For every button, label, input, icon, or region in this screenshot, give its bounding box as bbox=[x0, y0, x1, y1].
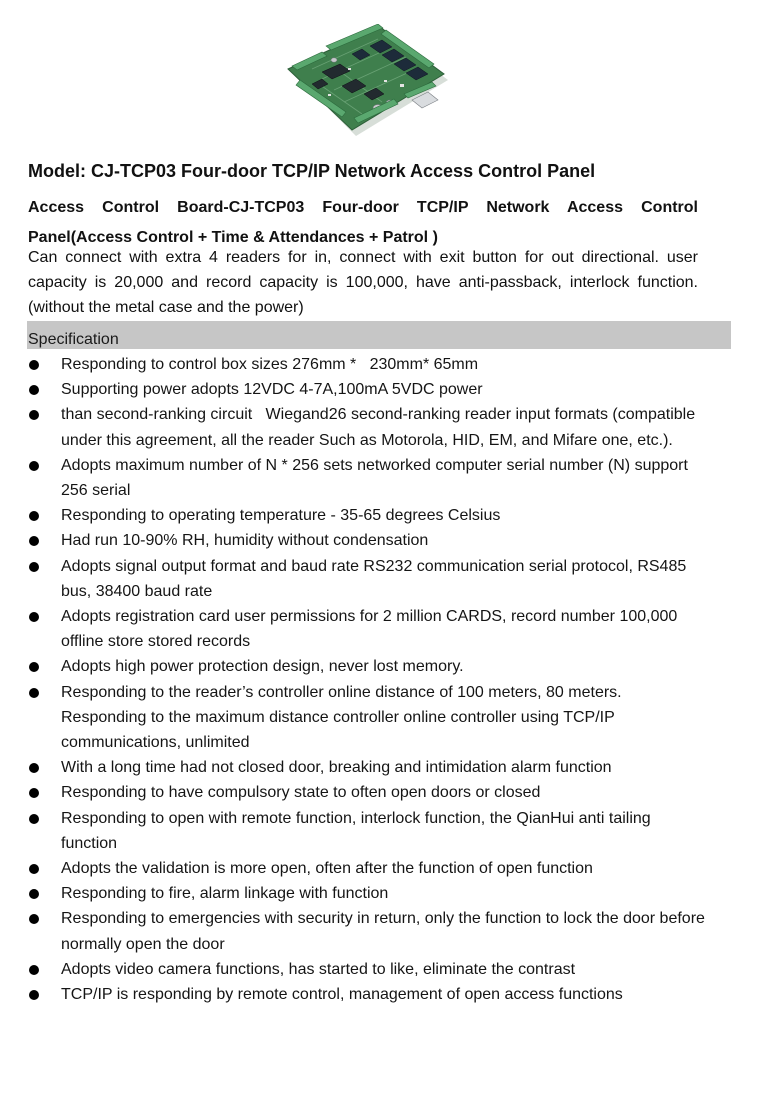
bullet-icon bbox=[29, 889, 39, 899]
spec-text: Adopts registration card user permissions for 2 million CARDS, record number 100,000 offline store stored records bbox=[61, 608, 678, 651]
spec-item bbox=[28, 957, 708, 982]
bullet-icon bbox=[29, 410, 39, 420]
specification-header-bar bbox=[27, 321, 731, 349]
spec-text: Responding to emergencies with security in return, only the function to lock the door before normally open the door bbox=[61, 910, 705, 953]
spec-text: Supporting power adopts 12VDC 4-7A,100mA 5VDC power bbox=[61, 381, 483, 399]
spec-item bbox=[28, 881, 708, 906]
spec-text: Responding to control box sizes 276mm * 230mm* 65mm bbox=[61, 356, 479, 373]
spec-text: Adopts signal output format and baud rate RS232 communication serial protocol, RS485 bus, 38400 baud rate bbox=[61, 557, 687, 600]
spec-text: Adopts maximum number of N * 256 sets networked computer serial number (N) support 256 serial bbox=[61, 456, 688, 500]
bullet-icon bbox=[29, 814, 39, 824]
bullet-icon bbox=[29, 385, 39, 395]
spec-text: With a long time had not closed door, breaking and intimidation alarm function bbox=[61, 759, 612, 777]
model-title: Model: CJ-TCP03 Four-door TCP/IP Network Access Control Panel bbox=[28, 161, 596, 181]
spec-item bbox=[28, 906, 708, 956]
bullet-icon bbox=[29, 965, 39, 975]
spec-item bbox=[28, 856, 708, 881]
spec-text: Adopts the validation is more open, often after the function of open function bbox=[61, 860, 593, 878]
spec-item bbox=[28, 680, 708, 756]
spec-item bbox=[28, 806, 708, 856]
spec-item bbox=[28, 554, 708, 604]
spec-text: Responding to have compulsory state to often open doors or closed bbox=[61, 784, 541, 802]
spec-text: Responding to open with remote function, interlock function, the QianHui anti tailing function bbox=[61, 809, 651, 852]
spec-text: Responding to operating temperature - 35-65 degrees Celsius bbox=[61, 507, 501, 525]
spec-text: Responding to fire, alarm linkage with function bbox=[61, 885, 389, 903]
spec-text: Adopts video camera functions, has started to like, eliminate the contrast bbox=[61, 960, 576, 978]
spec-item bbox=[28, 604, 708, 654]
spec-item bbox=[28, 352, 708, 377]
bullet-icon bbox=[29, 536, 39, 546]
spec-item bbox=[28, 755, 708, 780]
bullet-icon bbox=[29, 914, 39, 924]
spec-item bbox=[28, 982, 708, 1007]
spec-item bbox=[28, 780, 708, 805]
intro-paragraph: Can connect with extra 4 readers for in, connect with exit button for out directional. user capacity is 20,000 and record capacity is 100,000, have anti-passback, interlock function.(without the metal case and the power) bbox=[28, 249, 698, 316]
product-subtitle: Access Control Board-CJ-TCP03 Four-door TCP/IP Network Access Control Panel(Access Control + Time & Attendances + Patrol ) bbox=[28, 199, 698, 246]
spec-text: Responding to the reader’s controller online distance of 100 meters, 80 meters. Responding to the maximum distance controller online controller using TCP/IP communications, unlimited bbox=[61, 683, 622, 752]
spec-text: Adopts high power protection design, never lost memory. bbox=[61, 658, 464, 676]
circuit-board-image bbox=[282, 24, 454, 144]
spec-item bbox=[28, 402, 708, 452]
bullet-icon bbox=[29, 612, 39, 622]
bullet-icon bbox=[29, 360, 39, 370]
bullet-icon bbox=[29, 461, 39, 471]
specification-list bbox=[28, 352, 708, 1007]
bullet-icon bbox=[29, 788, 39, 798]
bullet-icon bbox=[29, 763, 39, 773]
bullet-icon bbox=[29, 511, 39, 521]
spec-item bbox=[28, 528, 708, 553]
spec-item bbox=[28, 377, 708, 402]
spec-item bbox=[28, 453, 708, 503]
bullet-icon bbox=[29, 990, 39, 1000]
spec-text: than second-ranking circuit Wiegand26 second-ranking reader input formats (compatible under this agreement, all the reader Such as Motorola, HID, EM, and Mifare one, etc.). bbox=[61, 406, 696, 449]
bullet-icon bbox=[29, 662, 39, 672]
bullet-icon bbox=[29, 688, 39, 698]
spec-item bbox=[28, 654, 708, 679]
spec-text: Had run 10-90% RH, humidity without condensation bbox=[61, 532, 429, 550]
spec-item bbox=[28, 503, 708, 528]
bullet-icon bbox=[29, 562, 39, 572]
specification-heading: Specification bbox=[28, 331, 119, 348]
bullet-icon bbox=[29, 864, 39, 874]
spec-text: TCP/IP is responding by remote control, management of open access functions bbox=[61, 986, 623, 1004]
